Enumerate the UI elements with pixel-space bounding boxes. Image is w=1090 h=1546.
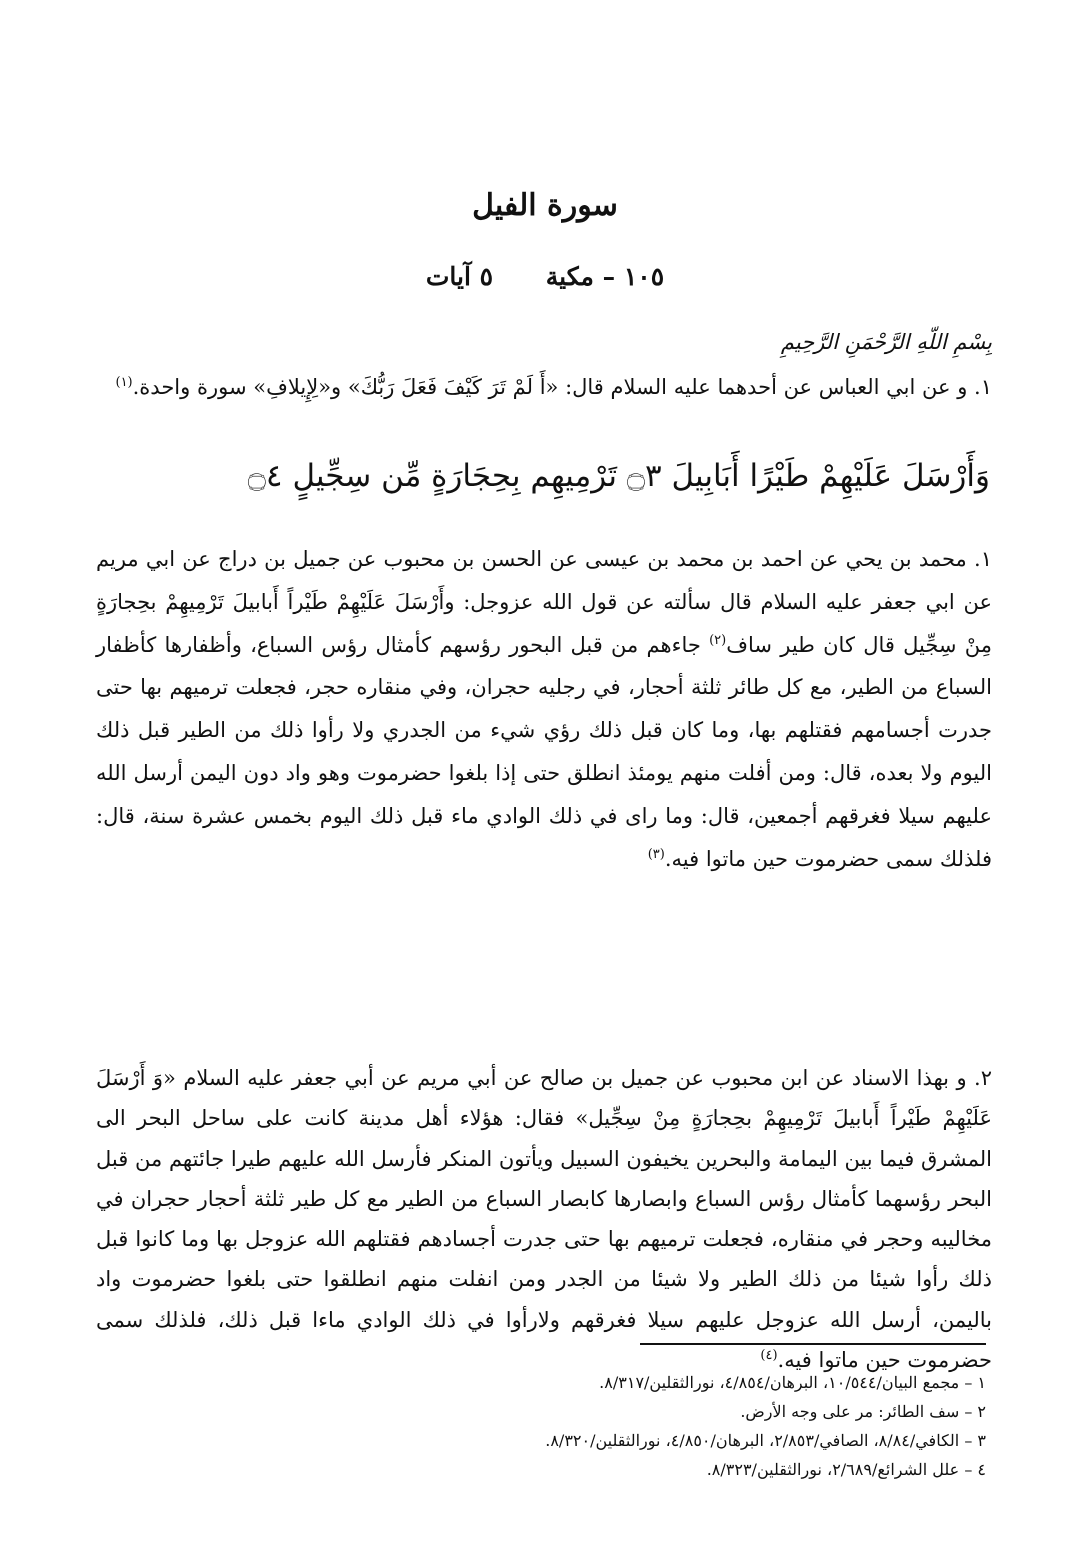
hadith-paragraph-1 <box>96 538 992 880</box>
hadith-2-text: ٢. و بهذا الاسناد عن ابن محبوب عن جميل بن صالح عن أبي مريم عن أبي جعفر عليه السلام «وَ أَرْسَلَ عَلَيْهِمْ طَيْراً أَبابيلَ تَرْمِيهِمْ بحِجارَةٍ مِنْ سِجِّيل» فقال: هؤلاء أهل مدينة كانت على ساحل البحر الى المشرق فيما بين اليمامة والبحرين يخيفون السبيل ويأتون المنكر فأرسل الله عليهم طيرا جائتهم من قبل البحر رؤسهما كأمثال رؤس السباع وابصارها كابصار السباع من الطير مع كل طير ثلثة أحجار حجران في مخاليبه وحجر في منقاره، فجعلت ترميهم بها حتى جدرت أجسادهم فقتلهم الله عزوجل بها وما كانوا قبل ذلك رأوا شيئا من ذلك الطير ولا شيئا من الجدر ومن انفلت منهم انطلقوا حتى بلغوا حضرموت واد باليمن، أرسل الله عزوجل عليهم سيلا فغرقهم ولارأوا في ذلك الوادي ماءا قبل ذلك، فلذلك سمى حضرموت حين ماتوا فيه. <box>96 1066 992 1373</box>
footnote-ref-3[interactable]: (٣) <box>647 846 665 862</box>
basmala: بِسْمِ اللّهِ الرَّحْمَنِ الرَّحِيمِ <box>780 330 992 354</box>
footnote-separator <box>640 1343 986 1345</box>
footnote-4: ٤ – علل الشرائع/٢/٦٨٩، نورالثقلين/٨/٣٢٣. <box>706 1460 986 1479</box>
footnote-ref-4[interactable]: (٤) <box>760 1348 778 1364</box>
narration-paragraph <box>96 368 992 406</box>
footnote-3: ٣ – الكافي/٨/٨٤، الصافي/٢/٨٥٣، البرهان/٤/٨٥٠، نورالثقلين/٨/٣٢٠. <box>545 1431 986 1450</box>
footnote-ref-2[interactable]: (٢) <box>709 632 727 648</box>
footnote-1: ١ – مجمع البيان/١٠/٥٤٤، البرهان/٤/٨٥٤، نورالثقلين/٨/٣١٧. <box>599 1373 986 1392</box>
hadith-1-text: ١. محمد بن يحي عن احمد بن محمد بن عيسى عن الحسن بن محبوب عن جميل بن دراج عن ابي مريم عن ابي جعفر عليه السلام قال سألته عن قول الله عزوجل: وأَرْسَلَ عَلَيْهِمْ طَيْراً أَبابيلَ تَرْمِيهِمْ بحِجارَةٍ مِنْ سِجِّيل قال كان طير ساف <box>96 547 992 657</box>
quran-verse: وَأَرْسَلَ عَلَيْهِمْ طَيْرًا أَبَابِيلَ ۝٣ تَرْمِيهِم بِحِجَارَةٍ مِّن سِجِّيلٍ ۝٤ <box>247 458 990 494</box>
surah-meta <box>0 262 1090 291</box>
footnote-2: ٢ – سف الطائر: مر على وجه الأرض. <box>740 1402 986 1421</box>
surah-number-type: ١٠٥ – مكية <box>545 262 665 291</box>
surah-ayat-count: ٥ آيات <box>425 262 494 291</box>
surah-title: سورة الفيل <box>472 188 618 223</box>
hadith-paragraph-2 <box>96 1058 992 1380</box>
footnote-ref-1[interactable]: (١) <box>115 375 133 390</box>
hadith-1-text-cont: جاءهم من قبل البحور رؤسهم كأمثال رؤس السباع، وأظفارها كأظفار السباع من الطير، مع كل طائر ثلثة أحجار، في رجليه حجران، وفي منقاره حجر، فجعلت ترميهم بها حتى جدرت أجسامهم فقتلهم بها، وما كان قبل ذلك رؤي شيء من الجدري ولا رأوا ذلك من الطير قبل ذلك اليوم ولا بعده، قال: ومن أفلت منهم يومئذ انطلق حتى إذا بلغوا حضرموت وهو واد دون اليمن أرسل الله عليهم سيلا فغرقهم أجمعين، قال: وما راى في ذلك الوادي ماء قبل ذلك اليوم بخمس عشرة سنة، قال: فلذلك سمى حضرموت حين ماتوا فيه. <box>96 632 992 871</box>
footnotes <box>106 1368 986 1484</box>
narration-text: ١. و عن ابي العباس عن أحدهما عليه السلام قال: «أَ لَمْ تَرَ كَيْفَ فَعَلَ رَبُّكَ» و«لِإِيلافِ» سورة واحدة. <box>132 375 992 399</box>
